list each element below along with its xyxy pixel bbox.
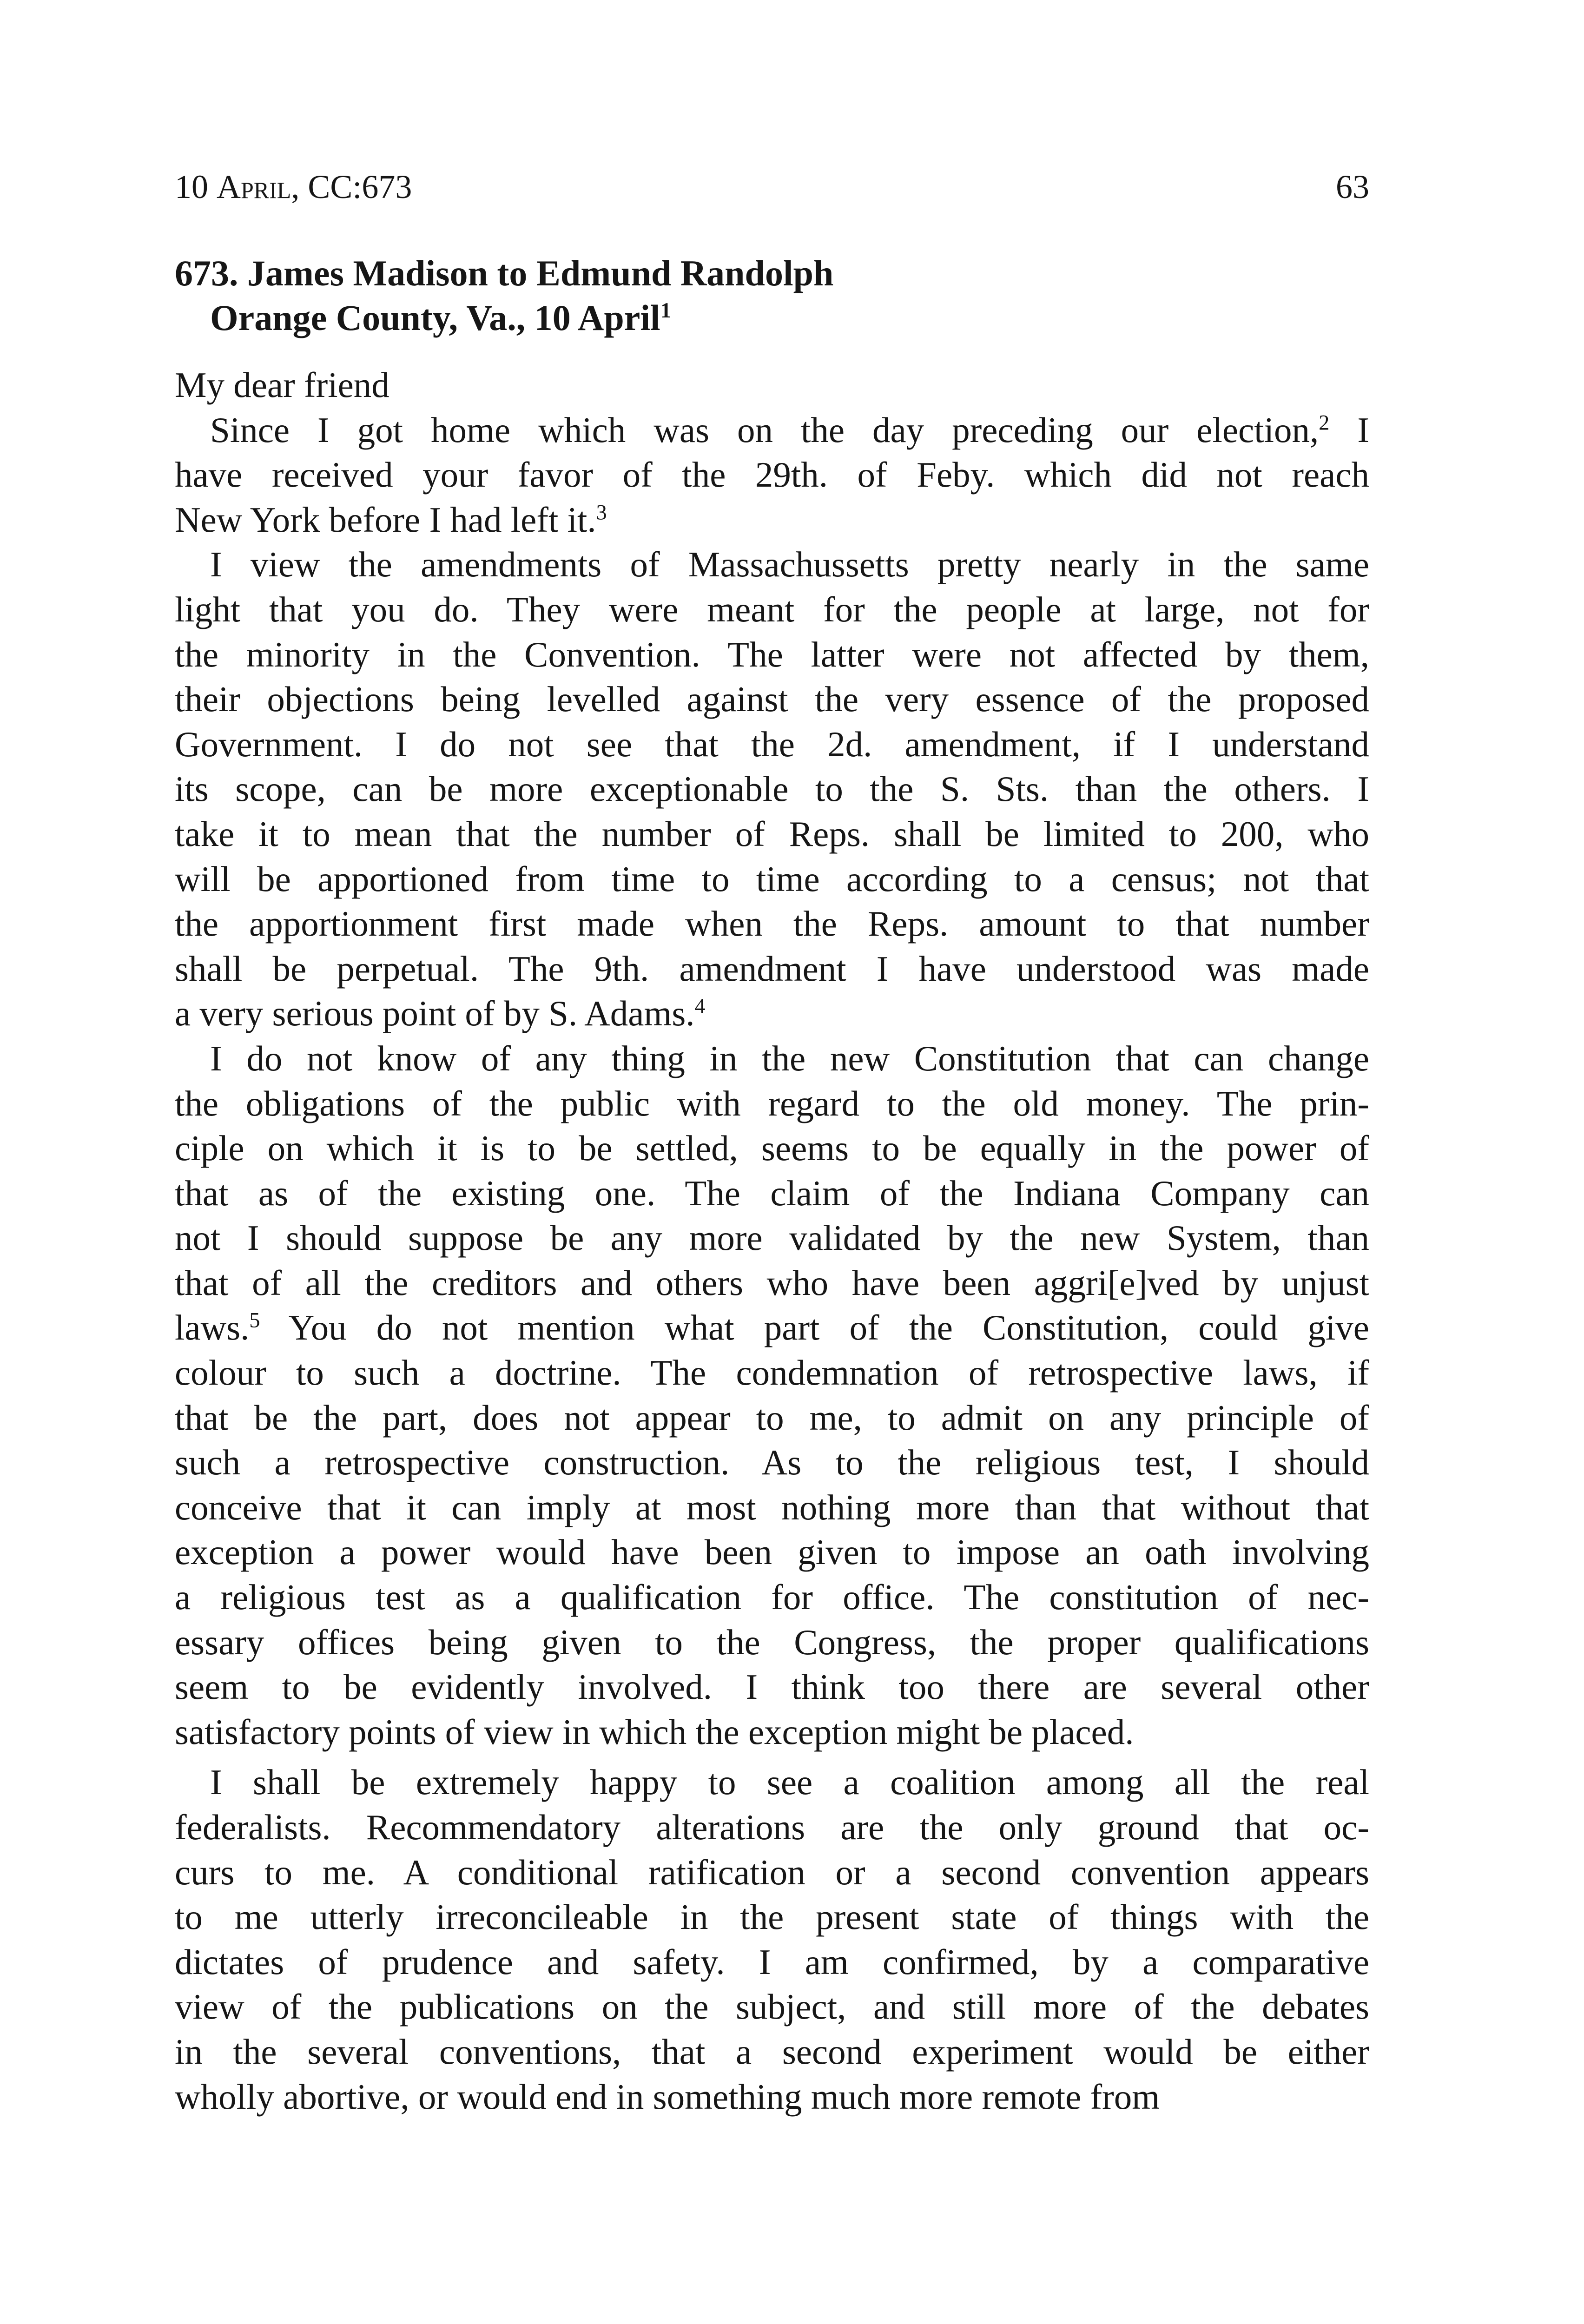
salutation: My dear friend bbox=[175, 365, 389, 405]
text-line: ciple on which it is to be settled, seems to be equally in the power of bbox=[175, 1128, 1369, 1169]
text-line: the apportionment first made when the Reps. amount to that number bbox=[175, 904, 1369, 944]
text-line: such a retrospective construction. As to the religious test, I should bbox=[175, 1442, 1369, 1483]
page-number: 63 bbox=[1336, 168, 1369, 205]
text-line: exception a power would have been given to impose an oath involving bbox=[175, 1532, 1369, 1572]
paragraphs bbox=[175, 408, 1369, 2119]
footnote-marker: 4 bbox=[694, 994, 706, 1018]
paragraph bbox=[175, 1036, 1369, 1755]
document-heading bbox=[175, 251, 1369, 340]
text-line: shall be perpetual. The 9th. amendment I have understood was made bbox=[175, 948, 1369, 989]
text-line: seem to be evidently involved. I think too there are several other bbox=[175, 1667, 1369, 1707]
text-line: Since I got home which was on the day preceding our election,$^2$ I bbox=[210, 409, 1369, 450]
text-line: colour to such a doctrine. The condemnation of retrospective laws, if bbox=[175, 1353, 1369, 1393]
footnote-marker: 1 bbox=[660, 298, 672, 323]
text-line: its scope, can be more exceptionable to the S. Sts. than the others. I bbox=[175, 769, 1369, 809]
paragraph-gap bbox=[175, 1754, 1369, 1760]
paragraph bbox=[175, 542, 1369, 1036]
text-line: I shall be extremely happy to see a coalition among all the real bbox=[210, 1762, 1369, 1802]
text-line: the obligations of the public with regard to the old money. The prin- bbox=[175, 1083, 1369, 1123]
text-line: that be the part, does not appear to me, to admit on any principle of bbox=[175, 1397, 1369, 1438]
text-line: the minority in the Convention. The latter were not affected by them, bbox=[175, 634, 1369, 674]
text-line: New York before I had left it.$^3$ bbox=[175, 499, 607, 540]
footnote-marker: 2 bbox=[1319, 410, 1330, 434]
text-line: will be apportioned from time to time according to a census; not that bbox=[175, 858, 1369, 899]
heading-place-date: Orange County, Va., 10 April$^1$ bbox=[210, 297, 672, 338]
text-line: have received your favor of the 29th. of Feby. which did not reach bbox=[175, 455, 1369, 495]
text-line: view of the publications on the subject, and still more of the debates bbox=[175, 1987, 1369, 2027]
text-line: a very serious point of by S. Adams.$^4$ bbox=[175, 993, 706, 1034]
text-line: to me utterly irreconcileable in the present state of things with the bbox=[175, 1897, 1369, 1937]
running-head-date: 10 April, CC:673 bbox=[175, 168, 412, 205]
running-head bbox=[175, 164, 1369, 210]
text-line: conceive that it can imply at most nothing more than that without that bbox=[175, 1487, 1369, 1527]
text-line: essary offices being given to the Congress, the proper qualifications bbox=[175, 1622, 1369, 1662]
text-line: laws.$^5$ You do not mention what part of the Constitution, could give bbox=[175, 1307, 1369, 1348]
letter-body bbox=[175, 363, 1369, 2119]
text-line: Government. I do not see that the 2d. amendment, if I understand bbox=[175, 724, 1369, 764]
text-line: federalists. Recommendatory alterations are the only ground that oc- bbox=[175, 1807, 1369, 1847]
paragraph bbox=[175, 1760, 1369, 2119]
text-line: in the several conventions, that a second experiment would be either bbox=[175, 2031, 1369, 2072]
text-line: their objections being levelled against the very essence of the proposed bbox=[175, 679, 1369, 720]
text-line: I view the amendments of Massachussetts pretty nearly in the same bbox=[210, 544, 1369, 585]
text-line: curs to me. A conditional ratification or a second convention appears bbox=[175, 1852, 1369, 1892]
text-line: that of all the creditors and others who have been aggri[e]ved by unjust bbox=[175, 1262, 1369, 1303]
text-line: dictates of prudence and safety. I am confirmed, by a comparative bbox=[175, 1941, 1369, 1982]
heading-title: 673. James Madison to Edmund Randolph bbox=[175, 253, 834, 293]
text-line: wholly abortive, or would end in something much more remote from bbox=[175, 2076, 1160, 2117]
text-line: not I should suppose be any more validated by the new System, than bbox=[175, 1218, 1369, 1258]
text-line: a religious test as a qualification for office. The constitution of nec- bbox=[175, 1577, 1369, 1618]
text-line: that as of the existing one. The claim of the Indiana Company can bbox=[175, 1173, 1369, 1213]
paragraph bbox=[175, 408, 1369, 542]
text-line: light that you do. They were meant for the people at large, not for bbox=[175, 589, 1369, 629]
footnote-marker: 3 bbox=[596, 500, 607, 524]
text-line: take it to mean that the number of Reps. shall be limited to 200, who bbox=[175, 813, 1369, 854]
text-line: satisfactory points of view in which the exception might be placed. bbox=[175, 1711, 1134, 1752]
text-line: I do not know of any thing in the new Constitution that can change bbox=[210, 1038, 1369, 1078]
footnote-marker: 5 bbox=[249, 1308, 260, 1332]
